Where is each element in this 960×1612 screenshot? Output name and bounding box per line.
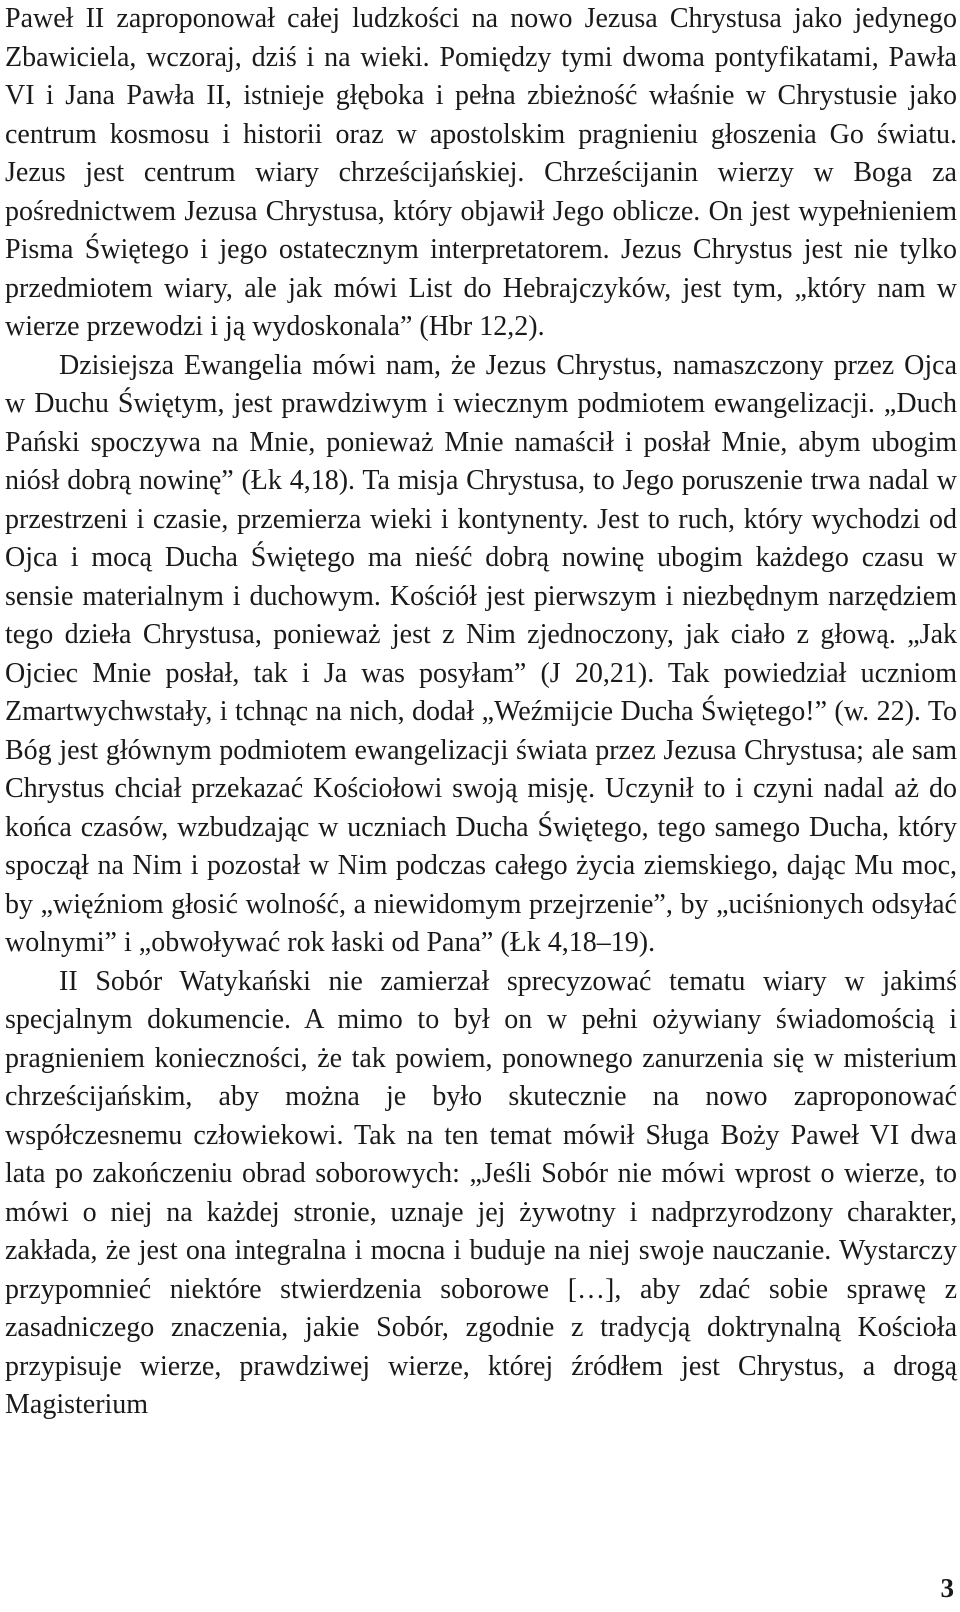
paragraph-1: Paweł II zaproponował całej ludzkości na nowo Jezusa Chrystusa jako jedynego Zbawiciela, wczoraj, dziś i na wieki. Pomiędzy tymi dwoma pontyfikatami, Pawła VI i Jana Pawła II, istnieje głęboka i pełna zbieżność właśnie w Chrystusie jako centrum kosmosu i historii oraz w apostolskim pragnieniu głoszenia Go światu. Jezus jest centrum wiary chrześcijańskiej. Chrześcijanin wierzy w Boga za pośrednictwem Jezusa Chrystusa, który objawił Jego oblicze. On jest wypełnieniem Pisma Świętego i jego ostatecznym interpretatorem. Jezus Chrystus jest nie tylko przedmiotem wiary, ale jak mówi List do Hebrajczyków, jest tym, „który nam w wierze przewodzi i ją wydoskonala” (Hbr 12,2). — [5, 3, 957, 342]
page-number: 3 — [940, 1573, 954, 1603]
paragraph-3: II Sobór Watykański nie zamierzał sprecyzować tematu wiary w jakimś specjalnym dokumencie. A mimo to był on w pełni ożywiany świadomością i pragnieniem konieczności, że tak powiem, ponownego zanurzenia się w misterium chrześcijańskim, aby można je było skutecznie na nowo zaproponować współczesnemu człowiekowi. Tak na ten temat mówił Sługa Boży Paweł VI dwa lata po zakończeniu obrad soborowych: „Jeśli Sobór nie mówi wprost o wierze, to mówi o niej na każdej stronie, uznaje jej żywotny i nadprzyrodzony charakter, zakłada, że jest ona integralna i mocna i buduje na niej swoje nauczanie. Wystarczy przypomnieć niektóre stwierdzenia soborowe […], aby zdać sobie sprawę z zasadniczego znaczenia, jakie Sobór, zgodnie z tradycją doktrynalną Kościoła przypisuje wierze, prawdziwej wierze, której źródłem jest Chrystus, a drogą Magisterium — [5, 965, 957, 1420]
page-body — [5, 0, 957, 1425]
paragraph-2: Dzisiejsza Ewangelia mówi nam, że Jezus Chrystus, namaszczony przez Ojca w Duchu Świętym, jest prawdziwym i wiecznym podmiotem ewangelizacji. „Duch Pański spoczywa na Mnie, ponieważ Mnie namaścił i posłał Mnie, abym ubogim niósł dobrą nowinę” (Łk 4,18). Ta misja Chrystusa, to Jego poruszenie trwa nadal w przestrzeni i czasie, przemierza wieki i kontynenty. Jest to ruch, który wychodzi od Ojca i mocą Ducha Świętego ma nieść dobrą nowinę ubogim każdego czasu w sensie materialnym i duchowym. Kościół jest pierwszym i niezbędnym narzędziem tego dzieła Chrystusa, ponieważ jest z Nim zjednoczony, jak ciało z głową. „Jak Ojciec Mnie posłał, tak i Ja was posyłam” (J 20,21). Tak powiedział uczniom Zmartwychwstały, i tchnąc na nich, dodał „Weźmijcie Ducha Świętego!” (w. 22). To Bóg jest głównym podmiotem ewangelizacji świata przez Jezusa Chrystusa; ale sam Chrystus chciał przekazać Kościołowi swoją misję. Uczynił to i czyni nadal aż do końca czasów, wzbudzając w uczniach Ducha Świętego, tego samego Ducha, który spoczął na Nim i pozostał w Nim podczas całego życia ziemskiego, dając Mu moc, by „więźniom głosić wolność, a niewidomym przejrzenie”, by „uciśnionych odsyłać wolnymi” i „obwoływać rok łaski od Pana” (Łk 4,18–19). — [5, 349, 957, 958]
